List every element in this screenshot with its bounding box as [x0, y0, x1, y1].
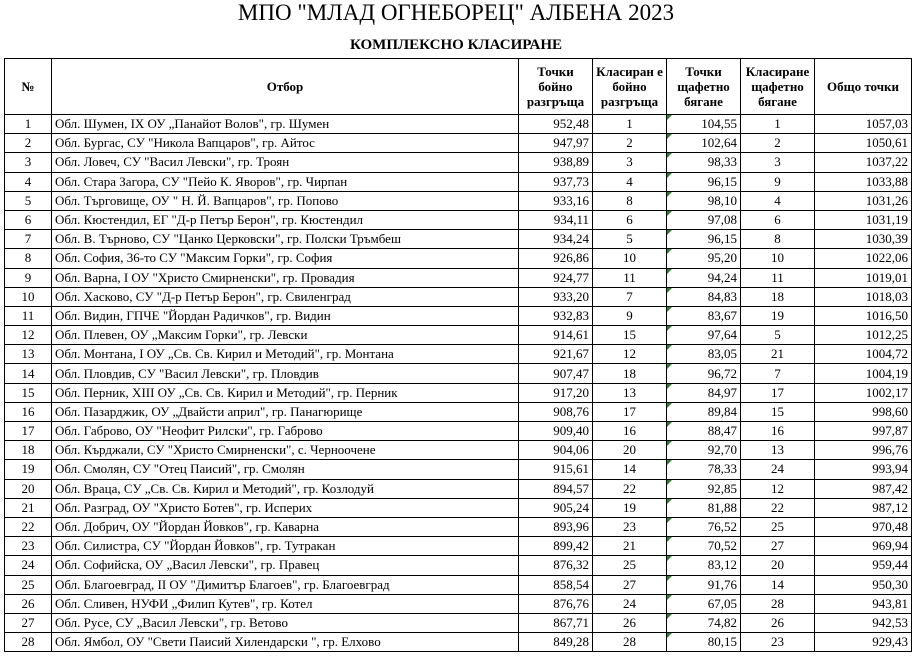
row-number: 23: [5, 537, 52, 556]
total-points: 997,87: [815, 422, 912, 441]
combat-rank: 15: [593, 326, 667, 345]
combat-rank: 13: [593, 383, 667, 402]
total-points: 996,76: [815, 441, 912, 460]
row-number: 22: [5, 517, 52, 536]
table-row: [5, 268, 912, 287]
col-header-number: №: [5, 59, 52, 115]
total-points: 970,48: [815, 517, 912, 536]
combat-rank: 12: [593, 345, 667, 364]
row-number: 28: [5, 633, 52, 652]
combat-points: 947,97: [519, 134, 593, 153]
combat-points: 917,20: [519, 383, 593, 402]
table-row: [5, 422, 912, 441]
table-row: [5, 383, 912, 402]
relay-points: 102,64: [667, 134, 741, 153]
team-name: Обл. Пазарджик, ОУ „Двайсти април", гр. Панагюрище: [52, 402, 519, 421]
combat-rank: 4: [593, 172, 667, 191]
ranking-table: [4, 58, 912, 652]
row-number: 27: [5, 613, 52, 632]
relay-points: 92,85: [667, 479, 741, 498]
total-points: 987,42: [815, 479, 912, 498]
combat-points: 937,73: [519, 172, 593, 191]
team-name: Обл. Видин, ГПЧЕ "Йордан Радичков", гр. Видин: [52, 306, 519, 325]
relay-rank: 15: [741, 402, 815, 421]
relay-rank: 5: [741, 326, 815, 345]
combat-rank: 22: [593, 479, 667, 498]
total-points: 943,81: [815, 594, 912, 613]
combat-points: 876,32: [519, 556, 593, 575]
relay-rank: 9: [741, 172, 815, 191]
row-number: 8: [5, 249, 52, 268]
combat-points: 867,71: [519, 613, 593, 632]
team-name: Обл. Търговище, ОУ " Н. Й. Вапцаров", гр. Попово: [52, 191, 519, 210]
total-points: 1031,19: [815, 210, 912, 229]
team-name: Обл. Плевен, ОУ „Максим Горки", гр. Левски: [52, 326, 519, 345]
team-name: Обл. София, 36-то СУ "Максим Горки", гр. София: [52, 249, 519, 268]
total-points: 1004,72: [815, 345, 912, 364]
table-row: [5, 345, 912, 364]
table-row: [5, 460, 912, 479]
team-name: Обл. Сливен, НУФИ „Филип Кутев", гр. Котел: [52, 594, 519, 613]
table-row: [5, 633, 912, 652]
relay-rank: 17: [741, 383, 815, 402]
combat-rank: 28: [593, 633, 667, 652]
relay-points: 95,20: [667, 249, 741, 268]
relay-rank: 24: [741, 460, 815, 479]
row-number: 4: [5, 172, 52, 191]
col-header-total-points: Общо точки: [815, 59, 912, 115]
total-points: 1019,01: [815, 268, 912, 287]
document-title: МПО "МЛАД ОГНЕБОРЕЦ" АЛБЕНА 2023: [237, 0, 675, 25]
relay-points: 91,76: [667, 575, 741, 594]
combat-rank: 19: [593, 498, 667, 517]
table-row: [5, 441, 912, 460]
row-number: 20: [5, 479, 52, 498]
row-number: 14: [5, 364, 52, 383]
table-row: [5, 172, 912, 191]
total-points: 1030,39: [815, 230, 912, 249]
table-row: [5, 249, 912, 268]
table-row: [5, 594, 912, 613]
table-row: [5, 306, 912, 325]
total-points: 959,44: [815, 556, 912, 575]
table-row: [5, 134, 912, 153]
relay-points: 76,52: [667, 517, 741, 536]
row-number: 9: [5, 268, 52, 287]
row-number: 19: [5, 460, 52, 479]
row-number: 21: [5, 498, 52, 517]
team-name: Обл. Хасково, СУ "Д-р Петър Берон", гр. Свиленград: [52, 287, 519, 306]
combat-rank: 3: [593, 153, 667, 172]
team-name: Обл. Силистра, СУ "Йордан Йовков", гр. Тутракан: [52, 537, 519, 556]
team-name: Обл. Софийска, ОУ „Васил Левски", гр. Правец: [52, 556, 519, 575]
row-number: 7: [5, 230, 52, 249]
relay-points: 78,33: [667, 460, 741, 479]
table-row: [5, 364, 912, 383]
combat-rank: 16: [593, 422, 667, 441]
combat-points: 849,28: [519, 633, 593, 652]
team-name: Обл. Благоевград, II ОУ "Димитър Благоев", гр. Благоевград: [52, 575, 519, 594]
total-points: 1050,61: [815, 134, 912, 153]
table-row: [5, 575, 912, 594]
table-row: [5, 230, 912, 249]
combat-points: 933,16: [519, 191, 593, 210]
combat-points: 934,11: [519, 210, 593, 229]
combat-rank: 25: [593, 556, 667, 575]
table-row: [5, 287, 912, 306]
team-name: Обл. Разград, ОУ "Христо Ботев", гр. Исперих: [52, 498, 519, 517]
team-name: Обл. Ямбол, ОУ "Свети Паисий Хилендарски ", гр. Елхово: [52, 633, 519, 652]
document-subtitle: КОМПЛЕКСНО КЛАСИРАНЕ: [350, 37, 562, 53]
total-points: 1033,88: [815, 172, 912, 191]
row-number: 18: [5, 441, 52, 460]
combat-rank: 26: [593, 613, 667, 632]
total-points: 1031,26: [815, 191, 912, 210]
team-name: Обл. Варна, I ОУ "Христо Смирненски", гр. Провадия: [52, 268, 519, 287]
total-points: 1018,03: [815, 287, 912, 306]
combat-rank: 17: [593, 402, 667, 421]
table-row: [5, 153, 912, 172]
combat-points: 904,06: [519, 441, 593, 460]
total-points: 969,94: [815, 537, 912, 556]
col-header-relay-rank: Класиране щафетно бягане: [741, 59, 815, 115]
row-number: 3: [5, 153, 52, 172]
relay-points: 98,10: [667, 191, 741, 210]
combat-rank: 23: [593, 517, 667, 536]
table-row: [5, 191, 912, 210]
relay-rank: 16: [741, 422, 815, 441]
relay-points: 83,12: [667, 556, 741, 575]
row-number: 17: [5, 422, 52, 441]
relay-rank: 10: [741, 249, 815, 268]
table-row: [5, 326, 912, 345]
team-name: Обл. Смолян, СУ "Отец Паисий", гр. Смолян: [52, 460, 519, 479]
relay-points: 83,05: [667, 345, 741, 364]
relay-rank: 18: [741, 287, 815, 306]
total-points: 929,43: [815, 633, 912, 652]
combat-points: 893,96: [519, 517, 593, 536]
relay-points: 104,55: [667, 115, 741, 134]
combat-points: 932,83: [519, 306, 593, 325]
combat-rank: 9: [593, 306, 667, 325]
table-row: [5, 613, 912, 632]
row-number: 6: [5, 210, 52, 229]
total-points: 1002,17: [815, 383, 912, 402]
relay-points: 70,52: [667, 537, 741, 556]
relay-points: 80,15: [667, 633, 741, 652]
row-number: 2: [5, 134, 52, 153]
relay-rank: 7: [741, 364, 815, 383]
relay-rank: 2: [741, 134, 815, 153]
total-points: 950,30: [815, 575, 912, 594]
total-points: 1057,03: [815, 115, 912, 134]
relay-rank: 25: [741, 517, 815, 536]
total-points: 1022,06: [815, 249, 912, 268]
combat-rank: 10: [593, 249, 667, 268]
combat-rank: 14: [593, 460, 667, 479]
col-header-team: Отбор: [52, 59, 519, 115]
relay-rank: 28: [741, 594, 815, 613]
relay-points: 81,88: [667, 498, 741, 517]
relay-rank: 20: [741, 556, 815, 575]
relay-points: 92,70: [667, 441, 741, 460]
team-name: Обл. Русе, СУ „Васил Левски", гр. Ветово: [52, 613, 519, 632]
combat-rank: 5: [593, 230, 667, 249]
combat-points: 938,89: [519, 153, 593, 172]
combat-points: 876,76: [519, 594, 593, 613]
combat-points: 926,86: [519, 249, 593, 268]
combat-rank: 7: [593, 287, 667, 306]
relay-rank: 13: [741, 441, 815, 460]
team-name: Обл. Ловеч, СУ "Васил Левски", гр. Троян: [52, 153, 519, 172]
combat-rank: 27: [593, 575, 667, 594]
relay-points: 89,84: [667, 402, 741, 421]
combat-rank: 18: [593, 364, 667, 383]
team-name: Обл. Монтана, I ОУ „Св. Св. Кирил и Методий", гр. Монтана: [52, 345, 519, 364]
combat-points: 894,57: [519, 479, 593, 498]
total-points: 942,53: [815, 613, 912, 632]
table-row: [5, 537, 912, 556]
relay-rank: 21: [741, 345, 815, 364]
row-number: 13: [5, 345, 52, 364]
row-number: 10: [5, 287, 52, 306]
combat-points: 858,54: [519, 575, 593, 594]
combat-rank: 11: [593, 268, 667, 287]
col-header-combat-rank: Класиран е бойно разгръща: [593, 59, 667, 115]
relay-rank: 8: [741, 230, 815, 249]
team-name: Обл. Враца, СУ „Св. Св. Кирил и Методий", гр. Козлодуй: [52, 479, 519, 498]
combat-rank: 24: [593, 594, 667, 613]
team-name: Обл. Стара Загора, СУ "Пейо К. Яворов", гр. Чирпан: [52, 172, 519, 191]
table-row: [5, 210, 912, 229]
total-points: 1004,19: [815, 364, 912, 383]
combat-points: 914,61: [519, 326, 593, 345]
row-number: 1: [5, 115, 52, 134]
row-number: 5: [5, 191, 52, 210]
combat-points: 952,48: [519, 115, 593, 134]
header-row: [5, 59, 912, 115]
total-points: 998,60: [815, 402, 912, 421]
combat-points: 921,67: [519, 345, 593, 364]
table-row: [5, 556, 912, 575]
relay-points: 97,64: [667, 326, 741, 345]
relay-rank: 22: [741, 498, 815, 517]
table-row: [5, 402, 912, 421]
team-name: Обл. Перник, XIII ОУ „Св. Св. Кирил и Методий", гр. Перник: [52, 383, 519, 402]
combat-rank: 2: [593, 134, 667, 153]
relay-rank: 19: [741, 306, 815, 325]
combat-points: 915,61: [519, 460, 593, 479]
table-row: [5, 498, 912, 517]
total-points: 987,12: [815, 498, 912, 517]
team-name: Обл. В. Търново, СУ "Цанко Церковски", гр. Полски Тръмбеш: [52, 230, 519, 249]
row-number: 25: [5, 575, 52, 594]
relay-points: 74,82: [667, 613, 741, 632]
relay-points: 67,05: [667, 594, 741, 613]
relay-points: 83,67: [667, 306, 741, 325]
combat-points: 924,77: [519, 268, 593, 287]
relay-points: 94,24: [667, 268, 741, 287]
relay-points: 98,33: [667, 153, 741, 172]
combat-rank: 8: [593, 191, 667, 210]
col-header-combat-points: Точки бойно разгръща: [519, 59, 593, 115]
relay-points: 97,08: [667, 210, 741, 229]
relay-points: 96,15: [667, 172, 741, 191]
col-header-relay-points: Точки щафетно бягане: [667, 59, 741, 115]
total-points: 1037,22: [815, 153, 912, 172]
total-points: 1016,50: [815, 306, 912, 325]
row-number: 26: [5, 594, 52, 613]
total-points: 993,94: [815, 460, 912, 479]
relay-rank: 26: [741, 613, 815, 632]
relay-rank: 14: [741, 575, 815, 594]
combat-points: 908,76: [519, 402, 593, 421]
combat-points: 933,20: [519, 287, 593, 306]
combat-rank: 1: [593, 115, 667, 134]
table-row: [5, 479, 912, 498]
relay-rank: 4: [741, 191, 815, 210]
row-number: 24: [5, 556, 52, 575]
combat-rank: 21: [593, 537, 667, 556]
table-row: [5, 115, 912, 134]
team-name: Обл. Габрово, ОУ "Неофит Рилски", гр. Габрово: [52, 422, 519, 441]
relay-rank: 3: [741, 153, 815, 172]
team-name: Обл. Кърджали, СУ "Христо Смирненски", с. Черноочене: [52, 441, 519, 460]
team-name: Обл. Пловдив, СУ "Васил Левски", гр. Пловдив: [52, 364, 519, 383]
relay-rank: 12: [741, 479, 815, 498]
relay-rank: 1: [741, 115, 815, 134]
combat-points: 899,42: [519, 537, 593, 556]
combat-points: 905,24: [519, 498, 593, 517]
relay-points: 96,15: [667, 230, 741, 249]
total-points: 1012,25: [815, 326, 912, 345]
combat-rank: 6: [593, 210, 667, 229]
team-name: Обл. Кюстендил, ЕГ "Д-р Петър Берон", гр. Кюстендил: [52, 210, 519, 229]
relay-rank: 27: [741, 537, 815, 556]
relay-rank: 6: [741, 210, 815, 229]
row-number: 11: [5, 306, 52, 325]
table-row: [5, 517, 912, 536]
combat-points: 909,40: [519, 422, 593, 441]
team-name: Обл. Бургас, СУ "Никола Вапцаров", гр. Айтос: [52, 134, 519, 153]
row-number: 16: [5, 402, 52, 421]
relay-rank: 23: [741, 633, 815, 652]
combat-rank: 20: [593, 441, 667, 460]
team-name: Обл. Добрич, ОУ "Йордан Йовков", гр. Каварна: [52, 517, 519, 536]
relay-points: 84,97: [667, 383, 741, 402]
team-name: Обл. Шумен, IX ОУ „Панайот Волов", гр. Шумен: [52, 115, 519, 134]
relay-points: 96,72: [667, 364, 741, 383]
relay-rank: 11: [741, 268, 815, 287]
combat-points: 934,24: [519, 230, 593, 249]
relay-points: 88,47: [667, 422, 741, 441]
row-number: 15: [5, 383, 52, 402]
relay-points: 84,83: [667, 287, 741, 306]
combat-points: 907,47: [519, 364, 593, 383]
row-number: 12: [5, 326, 52, 345]
